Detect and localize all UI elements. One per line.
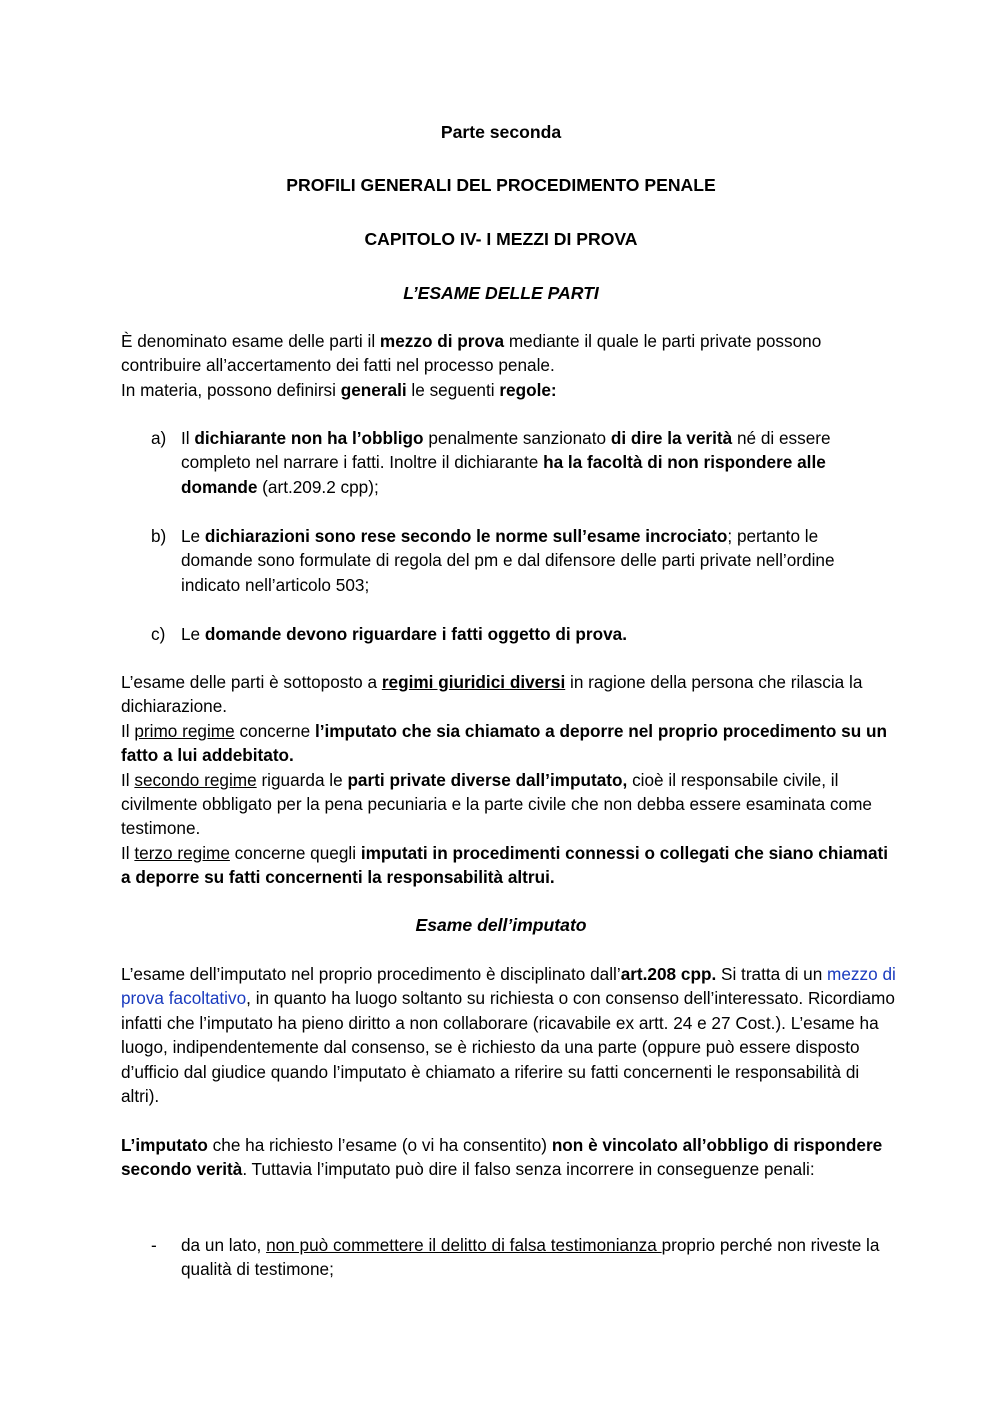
intro-paragraph: È denominato esame delle parti il mezzo di prova mediante il quale le parti private possono contribuire all’accertamento dei fatti nel processo penale. In materia, possono definirsi generali le seguenti regole:	[121, 331, 822, 400]
list-item-text: Le dichiarazioni sono rese secondo le norme sull’esame incrociato; pertanto le domande sono formulate di regola del pm e dal difensore delle parti private nell’ordine indicato nell’articolo 503;	[181, 526, 835, 595]
list-item-text: da un lato, non può commettere il delitto di falsa testimonianza proprio perché non riveste la qualità di testimone;	[181, 1235, 880, 1280]
list-marker: c)	[151, 624, 166, 644]
chapter-heading: CAPITOLO IV- I MEZZI DI PROVA	[364, 229, 638, 249]
section-heading-esame-delle-parti: L’ESAME DELLE PARTI	[403, 283, 599, 303]
list-marker: a)	[151, 428, 167, 448]
list-marker: -	[151, 1235, 157, 1255]
list-item-text: Il dichiarante non ha l’obbligo penalmente sanzionato di dire la verità né di essere completo nel narrare i fatti. Inoltre il dichiarante ha la facoltà di non rispondere alle domande (art.209.2 cpp);	[181, 428, 831, 497]
link-mezzo-di-prova-facoltativo: mezzo di prova facoltativo	[121, 964, 896, 1009]
document-title: PROFILI GENERALI DEL PROCEDIMENTO PENALE	[286, 175, 716, 195]
imputato-paragraph: L’imputato che ha richiesto l’esame (o vi ha consentito) non è vincolato all’obbligo di rispondere secondo verità. Tuttavia l’imputato può dire il falso senza incorrere in conseguenze penali:	[121, 1135, 883, 1180]
section-heading-esame-imputato: Esame dell’imputato	[415, 915, 587, 935]
esame-paragraph: L’esame dell’imputato nel proprio procedimento è disciplinato dall’art.208 cpp. Si tratta di un mezzo di prova facoltativo, in quanto ha luogo soltanto su richiesta o con consenso dell’interessato. Ricordiamo infatti che l’imputato ha pieno diritto a non collaborare (ricavabile ex artt. 24 e 27 Cost.). L’esame ha luogo, indipendentemente dal consenso, se è richiesto da una parte (oppure può essere disposto d’ufficio dal giudice quando l’imputato è chiamato a riferire su fatti concernenti le responsabilità di altri).	[121, 964, 896, 1107]
regimes-paragraph: L’esame delle parti è sottoposto a regimi giuridici diversi in ragione della persona che rilascia la dichiarazione. Il primo regime concerne l’imputato che sia chiamato a deporre nel proprio procedimento su un fatto a lui addebitato. Il secondo regime riguarda le parti private diverse dall’imputato, cioè il responsabile civile, il civilmente obbligato per la pena pecuniaria e la parte civile che non debba essere esaminata come testimone. Il terzo regime concerne quegli imputati in procedimenti connessi o collegati che siano chiamati a deporre su fatti concernenti la responsabilità altrui.	[121, 672, 889, 888]
part-heading: Parte seconda	[440, 122, 562, 142]
list-item-text: Le domande devono riguardare i fatti oggetto di prova.	[181, 624, 627, 644]
list-marker: b)	[151, 526, 167, 546]
